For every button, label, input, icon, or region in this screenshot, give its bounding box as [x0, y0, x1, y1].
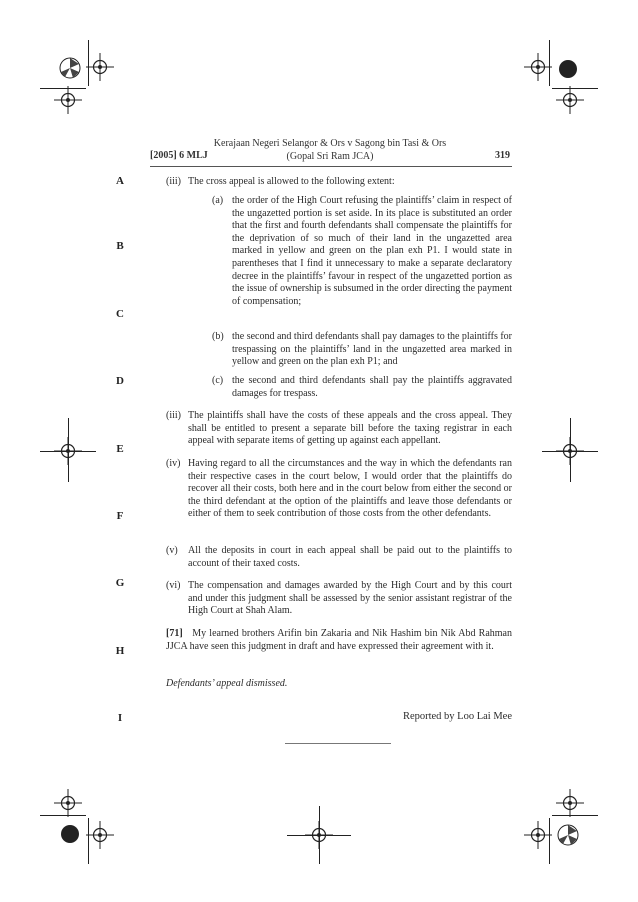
item-number: (vi): [166, 580, 181, 591]
registration-mark-icon: [86, 821, 114, 849]
color-wheel-icon: [59, 57, 81, 79]
margin-letter-d: D: [116, 375, 124, 387]
margin-letter-e: E: [116, 443, 124, 455]
sub-item-number: (c): [212, 375, 224, 386]
margin-letter-a: A: [116, 175, 124, 187]
item-number: (iii): [166, 176, 181, 187]
citation: [2005] 6 MLJ: [150, 150, 208, 161]
paragraph-number: [71]: [166, 628, 183, 639]
order-item-text: Having regard to all the circumstances and the way in which the defendants ran their respective cases in the court below, I would order that the plaintiffs do recover all their costs, both here and in the court below from either the second or the third defendant at the option of the plaintiffs and leave those defendants or either of them to seek contribution of those costs from the other defendants.: [188, 458, 512, 520]
header-divider: [150, 166, 512, 167]
page-number: 319: [495, 150, 510, 161]
registration-mark-icon: [54, 789, 82, 817]
sub-item-text: the second and third defendants shall pay damages to the plaintiffs for trespassing on the plaintiffs’ land in the ungazetted area marked in yellow and green on the plan exh P1; and: [232, 331, 513, 368]
crop-line: [549, 40, 550, 86]
color-patch-icon: [558, 59, 578, 79]
crop-line: [287, 835, 351, 836]
margin-letter-c: C: [116, 308, 124, 320]
crop-line: [542, 451, 598, 452]
registration-mark-icon: [556, 789, 584, 817]
crop-line: [88, 40, 89, 86]
margin-letter-b: B: [116, 240, 124, 252]
disposition: Defendants’ appeal dismissed.: [166, 678, 288, 689]
margin-letter-i: I: [117, 712, 123, 724]
crop-line: [570, 418, 571, 482]
item-number: (iv): [166, 458, 181, 469]
margin-letter-f: F: [116, 510, 124, 522]
crop-line: [549, 818, 550, 864]
order-item-text: The plaintiffs shall have the costs of these appeals and the cross appeal. They shall be entitled to present a separate bill before the taxing registrar in each appeal with separate items of getting up against each appellant.: [188, 410, 512, 447]
end-divider: [285, 743, 391, 744]
registration-mark-icon: [524, 53, 552, 81]
order-item-text: The compensation and damages awarded by the High Court and by this court and under this judgment shall be assessed by the senior assistant registrar of the High Court at Shah Alam.: [188, 580, 512, 617]
sub-item-number: (a): [212, 195, 224, 206]
paragraph-text: My learned brothers Arifin bin Zakaria and Nik Hashim bin Nik Abd Rahman JJCA have seen this judgment in draft and have expressed their agreement with it.: [166, 628, 512, 652]
registration-mark-icon: [54, 86, 82, 114]
order-item-text: All the deposits in court in each appeal shall be paid out to the plaintiffs to account of their taxed costs.: [188, 545, 512, 569]
sub-item-number: (b): [212, 331, 224, 342]
sub-item-text: the second and third defendants shall pay the plaintiffs aggravated damages for trespass.: [232, 375, 512, 399]
registration-mark-icon: [86, 53, 114, 81]
crop-line: [40, 451, 96, 452]
crop-line: [88, 818, 89, 864]
order-item-text: The cross appeal is allowed to the following extent:: [188, 176, 395, 187]
registration-mark-icon: [556, 86, 584, 114]
crop-line: [552, 88, 598, 89]
item-number: (iii): [166, 410, 181, 421]
color-wheel-icon: [557, 824, 579, 846]
registration-mark-icon: [524, 821, 552, 849]
item-number: (v): [166, 545, 178, 556]
crop-line: [40, 88, 86, 89]
paragraph-71: [166, 628, 512, 653]
case-title: Kerajaan Negeri Selangor & Ors v Sagong bin Tasi & Ors: [213, 138, 447, 149]
sub-item-text: the order of the High Court refusing the plaintiffs’ claim in respect of the ungazetted portion is set aside. In its place is substituted an order that the first and fourth defendants shall compensate the plaintiffs for the deprivation of so much of their land in the ungazetted area marked in yellow and green on the plan exh P1. I would state in parentheses that I find it unnecessary to make a separate declaratory decree in the plaintiffs’ favour in respect of the ungazetted portion as the issue of ownership is subsumed in the order directing the payment of compensation;: [232, 195, 512, 307]
margin-letter-h: H: [115, 645, 125, 657]
crop-line: [68, 418, 69, 482]
color-patch-icon: [60, 824, 80, 844]
crop-line: [552, 815, 598, 816]
margin-letter-g: G: [115, 577, 125, 589]
crop-line: [40, 815, 86, 816]
reporter-credit: Reported by Loo Lai Mee: [402, 711, 512, 722]
judge-name: (Gopal Sri Ram JCA): [286, 151, 374, 162]
